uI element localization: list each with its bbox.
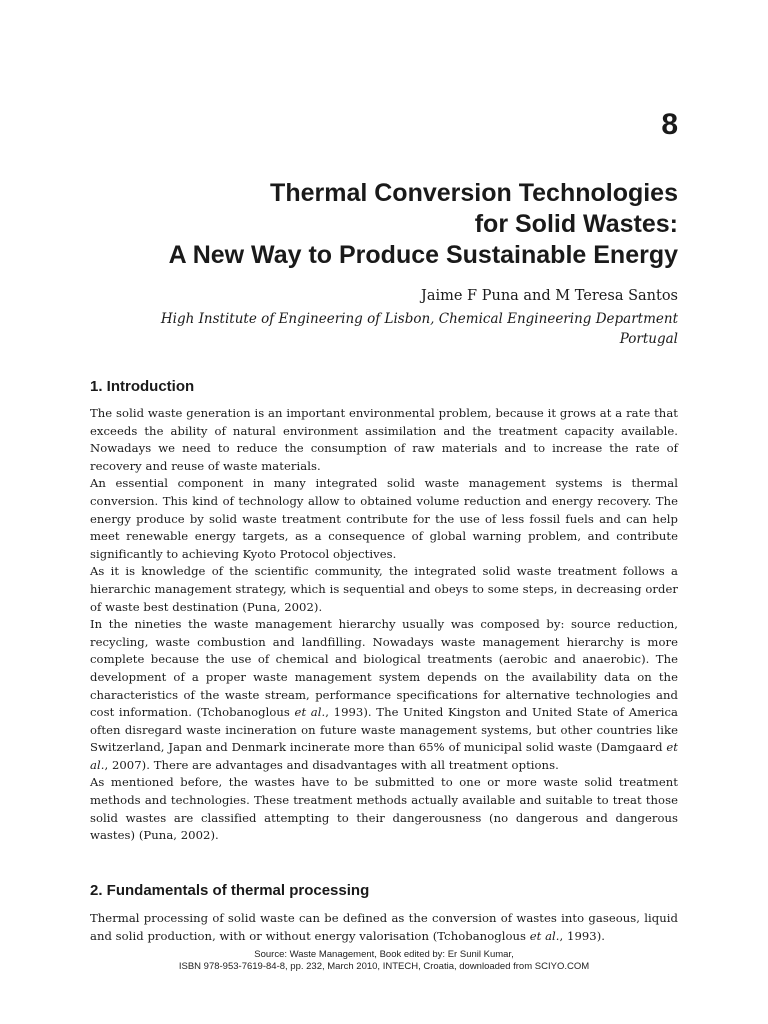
paragraph: As mentioned before, the wastes have to be submitted to one or more waste solid treatment methods and technologies. These treatment methods actually available and suitable to treat those solid wastes are classified attempting to their dangerousness (no dangerous and dangerous wastes) (Puna, 2002). bbox=[90, 775, 678, 843]
affiliation-institution: High Institute of Engineering of Lisbon, Chemical Engineering Department bbox=[160, 311, 678, 327]
chapter-title bbox=[78, 178, 678, 271]
chapter-title-line: Thermal Conversion Technologies bbox=[270, 179, 678, 207]
section-heading-introduction: 1. Introduction bbox=[90, 378, 195, 395]
introduction-body bbox=[90, 405, 678, 845]
authors: Jaime F Puna and M Teresa Santos bbox=[421, 288, 678, 304]
paragraph: The solid waste generation is an important environmental problem, because it grows at a rate that exceeds the ability of natural environment assimilation and the treatment capacity available. Nowadays we need to reduce the consumption of raw materials and to increase the rate of recovery and reuse of waste materials. bbox=[90, 406, 678, 473]
footer-line: Source: Waste Management, Book edited by: Er Sunil Kumar, bbox=[254, 949, 514, 960]
affiliation bbox=[161, 309, 678, 349]
paragraph: Thermal processing of solid waste can be defined as the conversion of wastes into gaseous, liquid and solid production, with or without energy valorisation (Tchobanoglous et al., 1993). bbox=[90, 911, 678, 943]
paragraph: An essential component in many integrated solid waste management systems is thermal conversion. This kind of technology allow to obtained volume reduction and energy recovery. The energy produce by solid waste treatment contribute for the use of less fossil fuels and can help meet renewable energy targets, as a consequence of global warning problem, and contribute significantly to achieving Kyoto Protocol objectives. bbox=[90, 476, 678, 561]
section-heading-fundamentals: 2. Fundamentals of thermal processing bbox=[90, 882, 370, 899]
paragraph: In the nineties the waste management hierarchy usually was composed by: source reduction, recycling, waste combustion and landfilling. Nowadays waste management hierarchy is more complete because the use of chemical and biological treatments (aerobic and anaerobic). The development of a proper waste management system depends on the availability data on the characteristics of the waste stream, performance specifications for alternative technologies and cost information. (Tchobanoglous et al., 1993). The United Kingston and United State of America often disregard waste incineration on future waste management systems, but other countries like Switzerland, Japan and Denmark incinerate more than 65% of municipal solid waste (Damgaard et al., 2007). There are advantages and disadvantages with all treatment options. bbox=[90, 617, 678, 772]
footer-line: ISBN 978-953-7619-84-8, pp. 232, March 2010, INTECH, Croatia, downloaded from SCIYO.COM bbox=[178, 961, 590, 972]
paragraph: As it is knowledge of the scientific community, the integrated solid waste treatment follows a hierarchic management strategy, which is sequential and obeys to some steps, in decreasing order of waste best destination (Puna, 2002). bbox=[90, 564, 678, 614]
chapter-title-line: for Solid Wastes: bbox=[474, 210, 678, 238]
affiliation-country: Portugal bbox=[619, 331, 678, 347]
chapter-title-line: A New Way to Produce Sustainable Energy bbox=[168, 241, 678, 269]
source-footer bbox=[0, 949, 768, 973]
chapter-number: 8 bbox=[661, 108, 678, 141]
